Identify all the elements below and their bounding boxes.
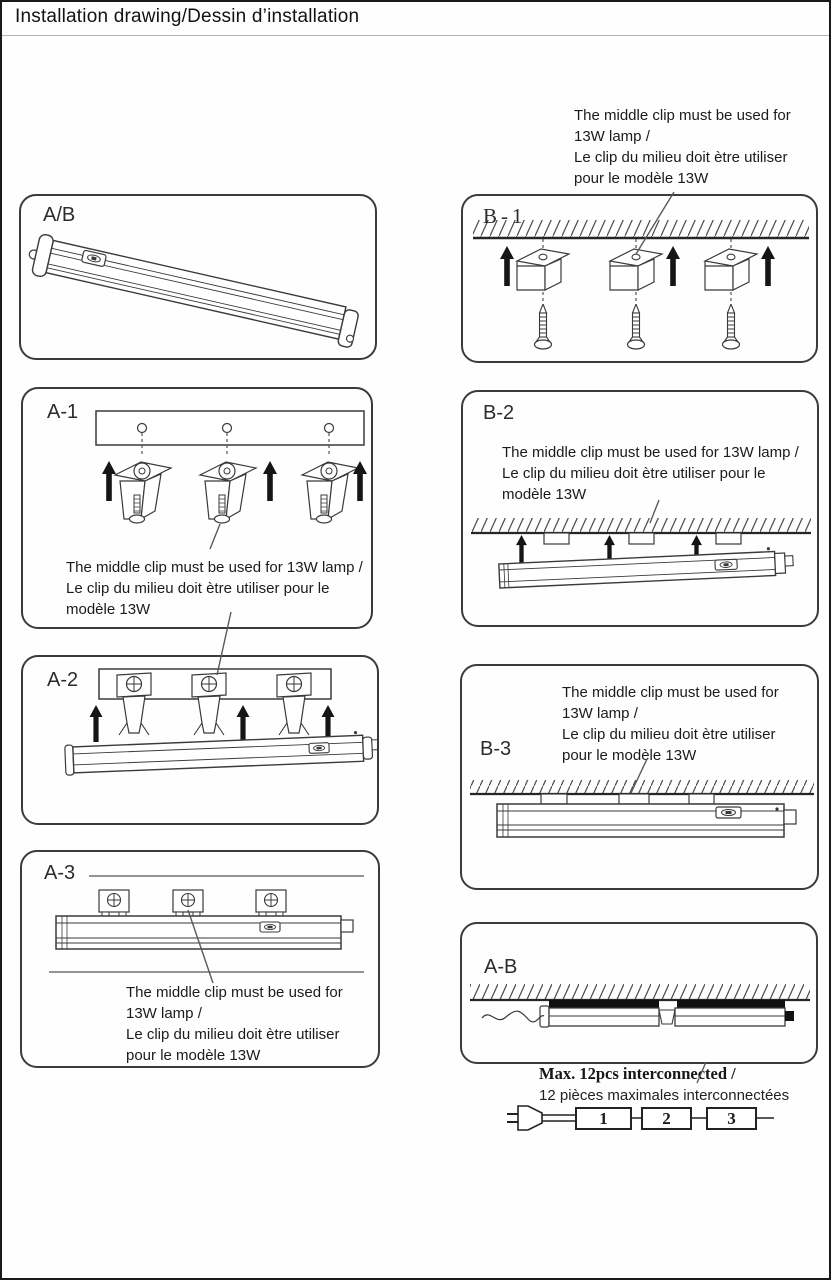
- note-line: Le clip du milieu doit ètre utiliser: [574, 149, 788, 166]
- switch-icon: [716, 807, 741, 818]
- panel-a3: [20, 850, 380, 1068]
- panel-label-ab-install: A-B: [484, 956, 518, 978]
- segment-box-3: [706, 1107, 757, 1130]
- interconnected-lamps-drawing: [462, 924, 816, 1062]
- note-line: modèle 13W: [502, 486, 587, 503]
- lamp-body: [497, 804, 796, 837]
- switch-icon: [309, 743, 329, 754]
- clip-icon: [705, 249, 757, 290]
- note-line: pour le modèle 13W: [126, 1047, 261, 1064]
- note-b3-clip: [562, 682, 779, 766]
- note-line: modèle 13W: [66, 601, 151, 618]
- panel-ab: [19, 194, 377, 360]
- note-line: The middle clip must be used for 13W lamp /: [502, 444, 799, 461]
- note-b1-clip: [574, 105, 791, 189]
- note-line: pour le modèle 13W: [574, 170, 709, 187]
- switch-icon: [260, 922, 280, 932]
- note-line: Le clip du milieu doit ètre utiliser pour le: [502, 465, 766, 482]
- note-line: The middle clip must be used for: [126, 984, 343, 1001]
- mounting-strip: [677, 1000, 785, 1008]
- lamp-body: [540, 1006, 794, 1027]
- clip-icon: [117, 673, 311, 735]
- power-wire: [482, 1011, 544, 1022]
- joint-connector: [659, 1010, 675, 1024]
- panel-label-b2: B-2: [483, 402, 515, 424]
- screw-icon: [535, 304, 740, 349]
- note-a1-clip: [66, 557, 363, 620]
- panel-label-a3: A-3: [44, 862, 76, 884]
- lamp-body: [56, 916, 353, 949]
- note-line: pour le modèle 13W: [562, 747, 697, 764]
- panel-b1: [461, 194, 818, 363]
- note-b2-clip: [502, 442, 799, 505]
- segment-number: 2: [662, 1108, 671, 1128]
- panel-label-a1: A-1: [47, 401, 79, 423]
- note-a3-clip: [126, 982, 343, 1066]
- mounting-clips: [544, 533, 741, 544]
- panel-label-b3: B-3: [480, 738, 512, 760]
- end-connector: [784, 810, 796, 824]
- mounting-clips: [541, 794, 714, 804]
- ceiling-hatch: [471, 518, 811, 533]
- note-line: The middle clip must be used for: [562, 684, 779, 701]
- mounting-strip: [549, 1000, 659, 1008]
- segment-box-1: [575, 1107, 632, 1130]
- plug-icon: [507, 1106, 575, 1130]
- end-connector: [785, 556, 793, 566]
- note-line: 13W lamp /: [126, 1005, 202, 1022]
- end-connector: [372, 740, 377, 750]
- segment-number: 1: [599, 1108, 608, 1128]
- clip-icon: [115, 462, 358, 523]
- note-line: Le clip du milieu doit ètre utiliser pour le: [66, 580, 330, 597]
- note-line: The middle clip must be used for 13W lamp /: [66, 559, 363, 576]
- lamp-body: [499, 546, 794, 588]
- lamp-body: [25, 232, 361, 348]
- panel-label-a2: A-2: [47, 669, 79, 691]
- end-connector: [341, 920, 353, 932]
- ceiling-lamp-lift-drawing: [463, 392, 817, 625]
- switch-icon: [715, 559, 737, 570]
- end-plug: [785, 1011, 794, 1021]
- clip-icon: [517, 249, 569, 290]
- note-line: Le clip du milieu doit ètre utiliser: [562, 726, 776, 743]
- panel-b2: [461, 390, 819, 627]
- panel-a2: [21, 655, 379, 825]
- ceiling-hatch: [470, 780, 814, 794]
- ceiling-hatch: [470, 984, 810, 1000]
- segment-number: 3: [727, 1108, 736, 1128]
- lamp-body: [65, 730, 377, 775]
- mounting-clips: [517, 239, 757, 304]
- panel-label-b1: B-1: [483, 204, 527, 228]
- note-line: 13W lamp /: [574, 128, 650, 145]
- page-title: Installation drawing/Dessin d’installation: [15, 6, 360, 27]
- panel-ab-install: [460, 922, 818, 1064]
- segment-box-2: [641, 1107, 692, 1130]
- max-interconnect-label-fr: 12 pièces maximales interconnectées: [539, 1087, 790, 1104]
- max-interconnect-label-en: Max. 12pcs interconnected /: [539, 1064, 736, 1083]
- clip-icon: [610, 249, 662, 290]
- panel-b3: [460, 664, 819, 890]
- note-line: Le clip du milieu doit ètre utiliser: [126, 1026, 340, 1043]
- panel-label-ab: A/B: [43, 204, 76, 226]
- note-line: The middle clip must be used for: [574, 107, 791, 124]
- panel-a1: [21, 387, 373, 629]
- note-line: 13W lamp /: [562, 705, 638, 722]
- title-divider: [2, 35, 829, 36]
- clip-icon: [99, 890, 286, 917]
